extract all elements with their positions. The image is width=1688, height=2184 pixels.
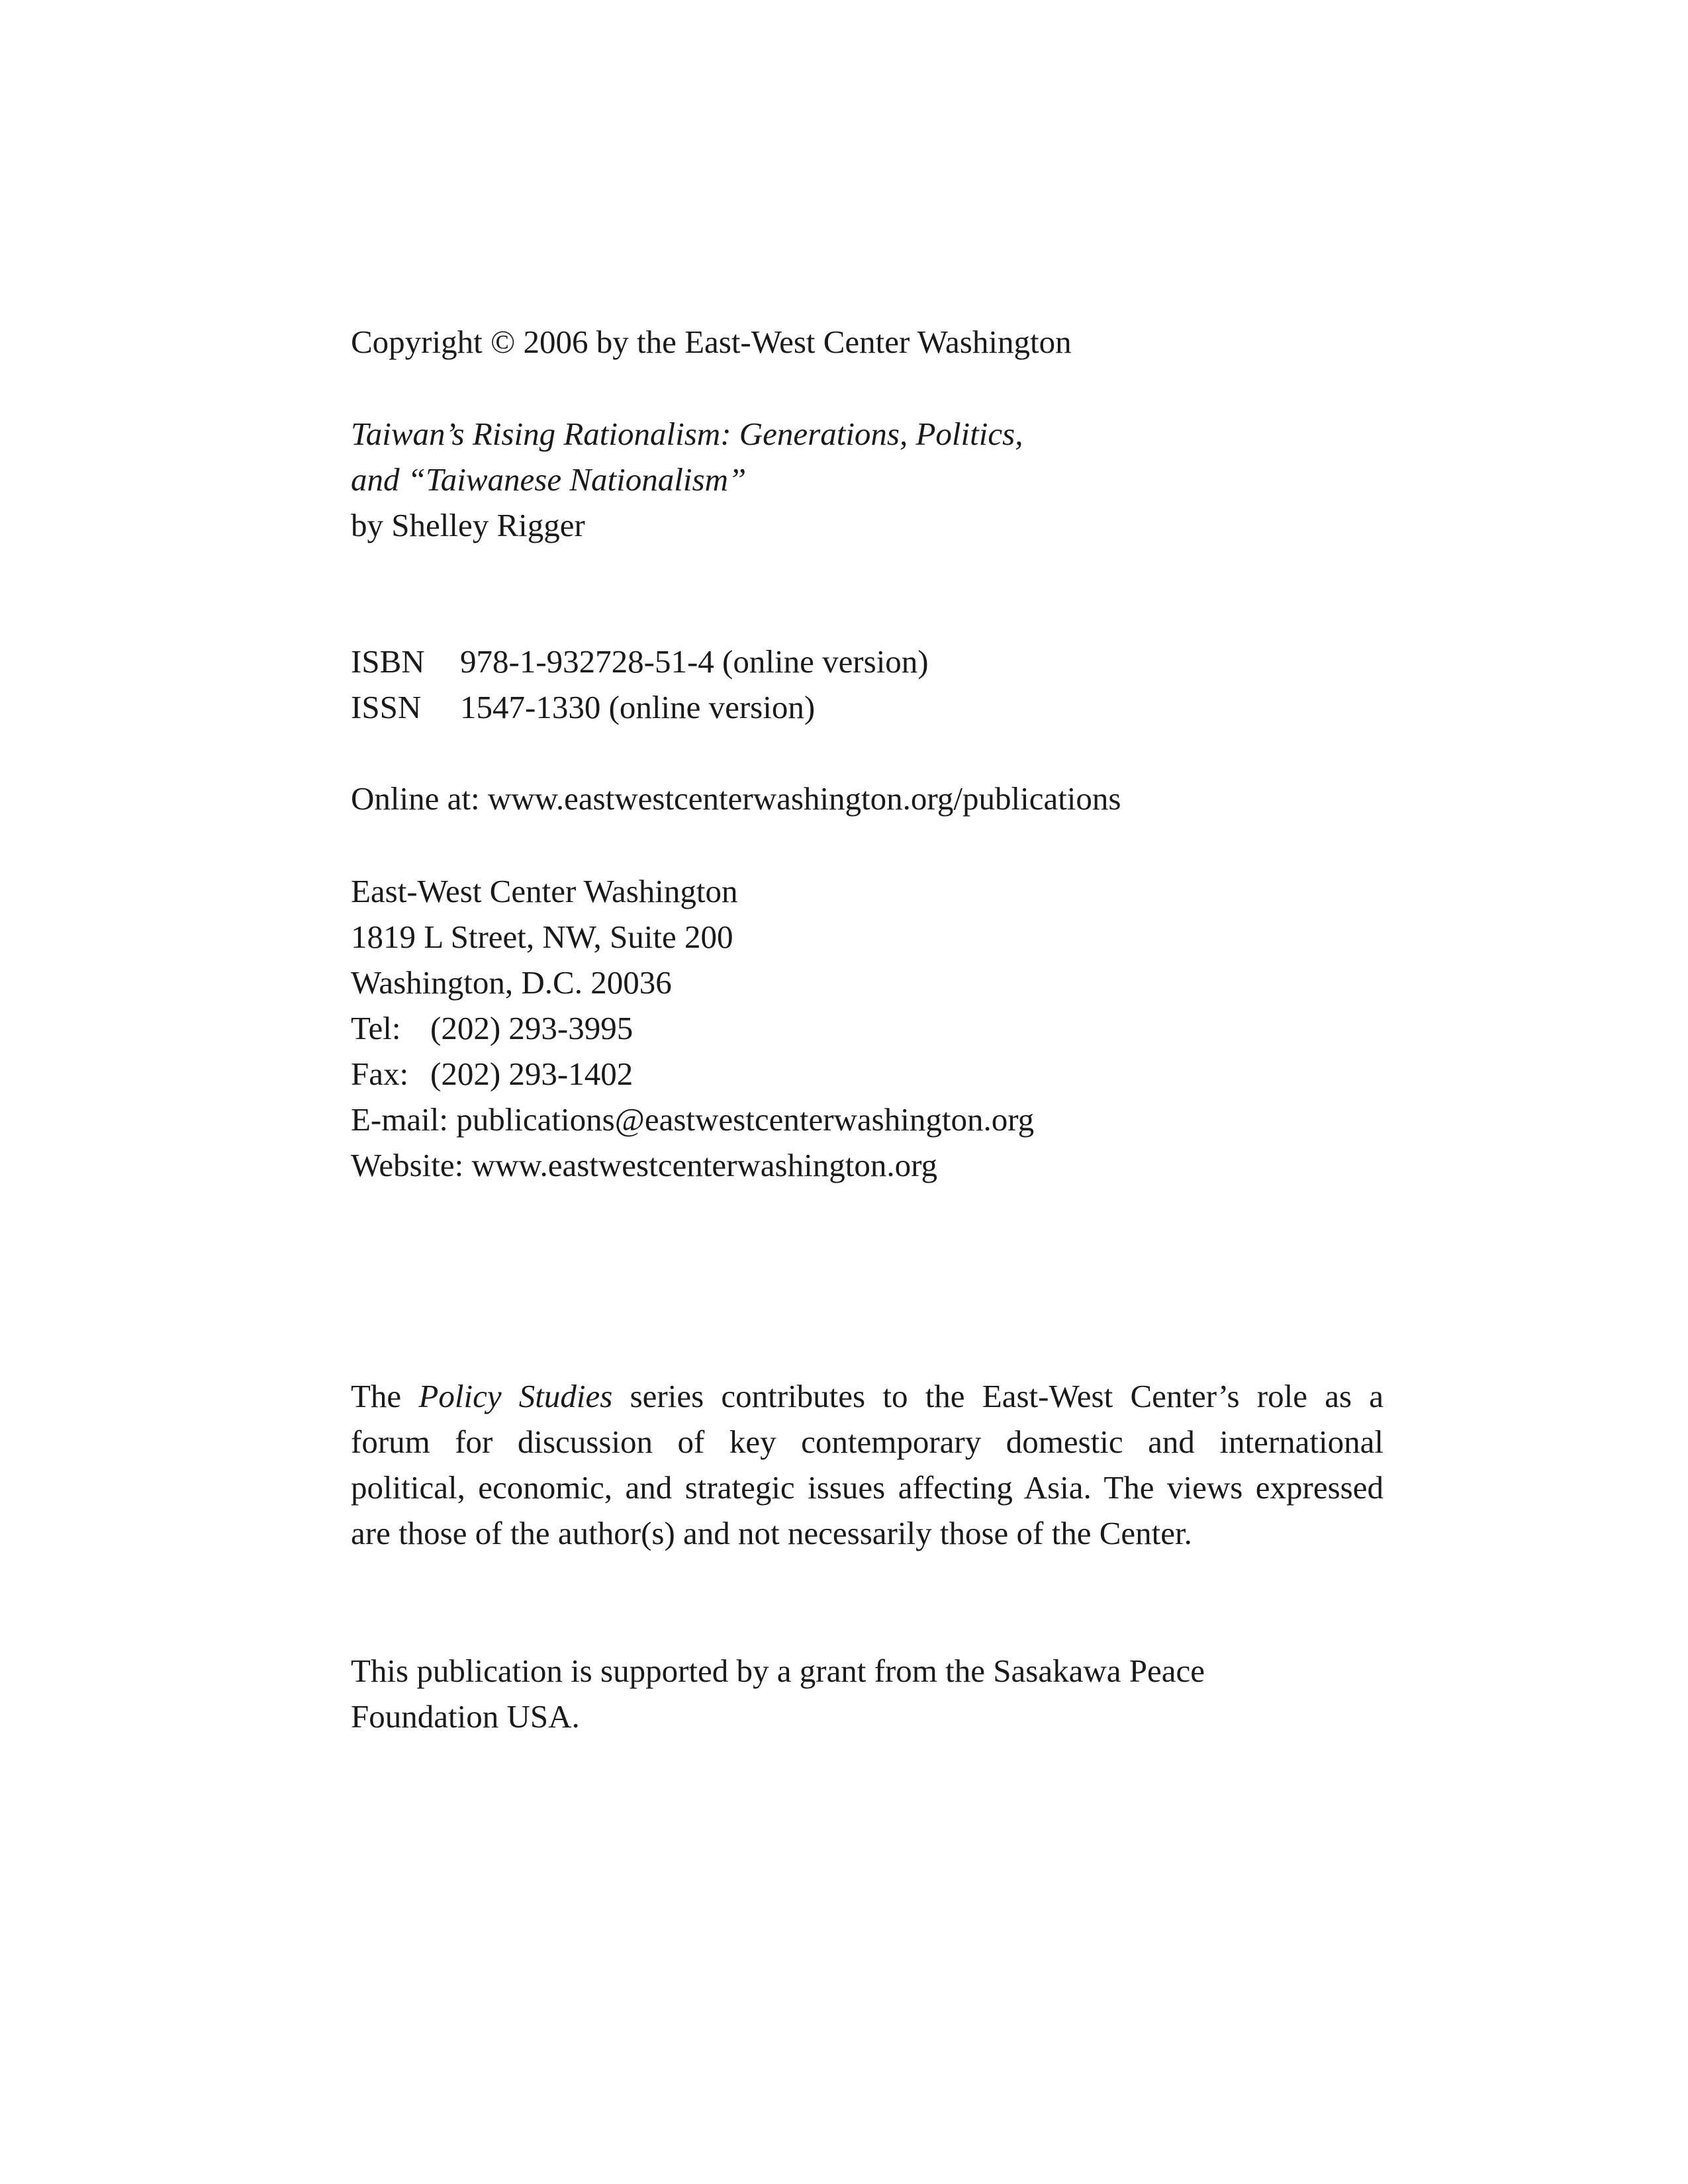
- series-note-line-4: are those of the author(s) and not necessarily those of the Center.: [351, 1515, 1192, 1551]
- fax-value: (202) 293-1402: [430, 1056, 633, 1092]
- book-author: by Shelley Rigger: [351, 507, 585, 543]
- fax-label: Fax:: [351, 1056, 409, 1092]
- issn-label: ISSN: [351, 689, 422, 725]
- address-city: Washington, D.C. 20036: [351, 964, 672, 1001]
- support-note-line-2: Foundation USA.: [351, 1698, 580, 1735]
- issn-line: [351, 684, 815, 730]
- series-name: Policy Studies: [418, 1378, 613, 1414]
- isbn-line: [351, 639, 929, 684]
- address-street: 1819 L Street, NW, Suite 200: [351, 919, 733, 955]
- telephone-line: [351, 1005, 633, 1051]
- support-note-line-1: This publication is supported by a grant from the Sasakawa Peace: [351, 1653, 1205, 1689]
- book-title-line-1: Taiwan’s Rising Rationalism: Generations, Politics,: [351, 416, 1023, 452]
- isbn-label: ISBN: [351, 643, 425, 680]
- email-line: E-mail: publications@eastwestcenterwashington.org: [351, 1101, 1035, 1138]
- book-title-line-2: and “Taiwanese Nationalism”: [351, 461, 747, 498]
- telephone-label: Tel:: [351, 1010, 401, 1046]
- copyright-line: Copyright © 2006 by the East-West Center Washington: [351, 324, 1072, 360]
- series-note-line-3: political, economic, and strategic issues affecting Asia. The views expressed: [351, 1469, 1383, 1506]
- series-note-paragraph: [351, 1373, 1383, 1556]
- series-note-line-1: [351, 1373, 1383, 1419]
- address-org: East-West Center Washington: [351, 873, 738, 909]
- website-line: Website: www.eastwestcenterwashington.org: [351, 1147, 937, 1183]
- series-note-prefix: The: [351, 1378, 419, 1414]
- series-note-line-2: forum for discussion of key contemporary domestic and international: [351, 1424, 1383, 1460]
- online-url-line: Online at: www.eastwestcenterwashington.org/publications: [351, 780, 1121, 817]
- fax-line: [351, 1051, 633, 1097]
- isbn-value: 978-1-932728-51-4 (online version): [460, 643, 929, 680]
- series-note-line-1-rest: series contributes to the East-West Center’s role as a: [612, 1378, 1384, 1414]
- telephone-value: (202) 293-3995: [430, 1010, 633, 1046]
- issn-value: 1547-1330 (online version): [460, 689, 816, 725]
